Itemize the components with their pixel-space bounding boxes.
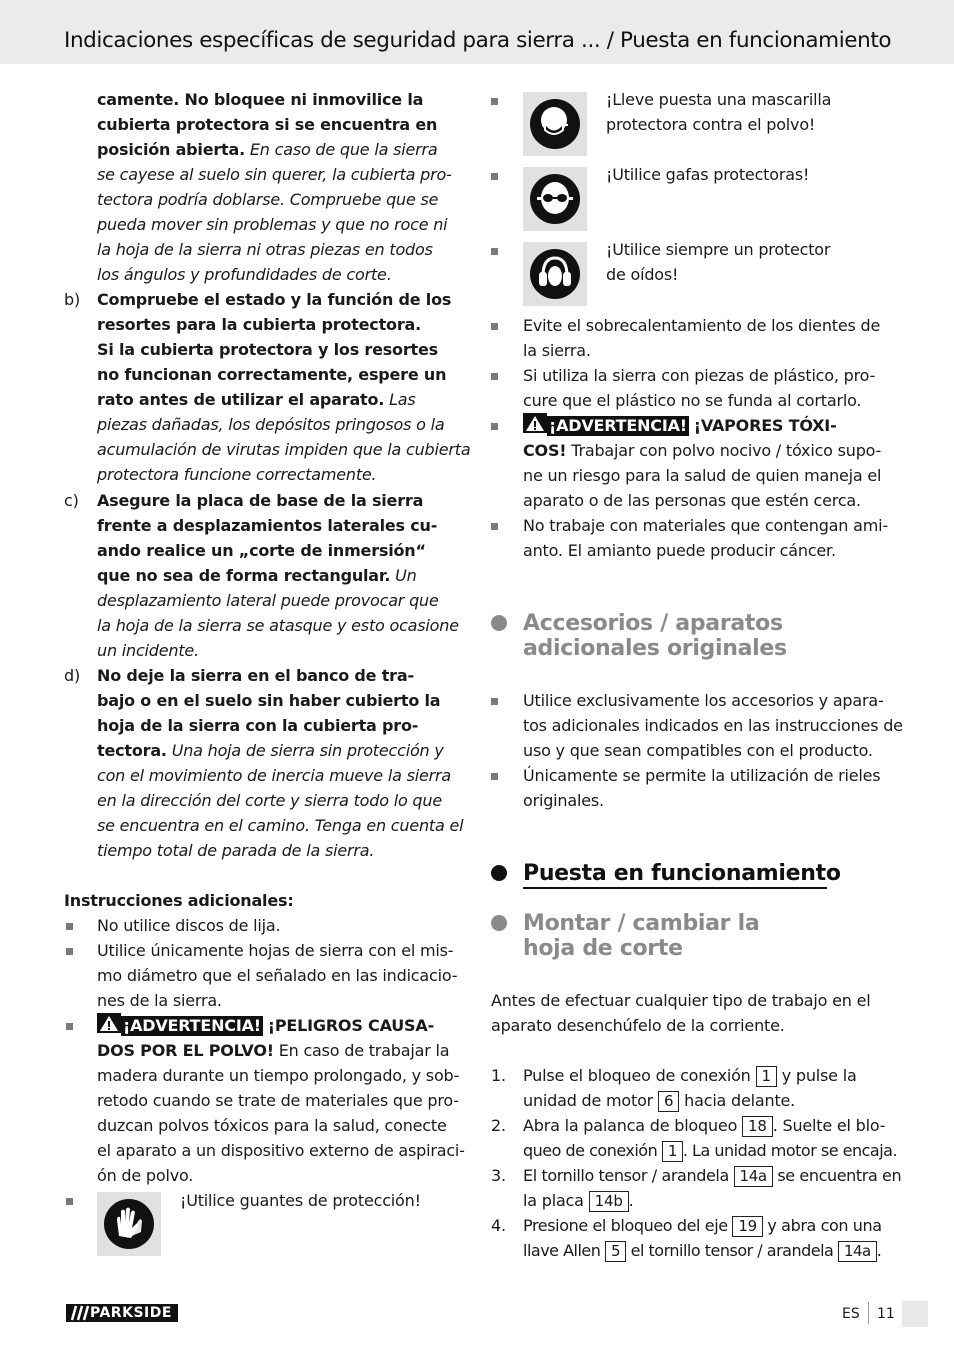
goggles-icon [523, 167, 587, 231]
bullet-square [491, 248, 498, 255]
text-line: madera durante un tiempo prolongado, y sob- [97, 1066, 460, 1085]
language-code: ES [842, 1306, 860, 1322]
text-line: COS! Trabajar con polvo nocivo / tóxico supo- [523, 441, 882, 460]
text-line: con el movimiento de inercia mueve la sierra [97, 766, 451, 785]
text-line: pueda mover sin problemas y que no roce ni [97, 215, 448, 234]
text-line: se cayese al suelo sin querer, la cubierta pro- [97, 165, 452, 184]
text-line: se encuentra en el camino. Tenga en cuenta el [97, 816, 464, 835]
section-heading-accessories: Accesorios / aparatos [523, 611, 783, 636]
text-line: acumulación de virutas impiden que la cubierta [97, 440, 471, 459]
text-line: Únicamente se permite la utilización de rieles [523, 766, 881, 785]
section-heading-blade-2: hoja de corte [523, 936, 683, 961]
text-line: Asegure la placa de base de la sierra [97, 491, 424, 510]
page-number: 11 [877, 1306, 895, 1322]
text-line: la hoja de la sierra ni otras piezas en todos [97, 240, 433, 259]
gloves-icon [97, 1192, 161, 1256]
reference-number: 1 [662, 1141, 683, 1162]
bullet-square [491, 373, 498, 380]
reference-number: 6 [658, 1091, 679, 1112]
text-line: cure que el plástico no se funda al cortarlo. [523, 391, 862, 410]
text-line: tiempo total de parada de la sierra. [97, 841, 375, 860]
text-line: desplazamiento lateral puede provocar que [97, 591, 439, 610]
bullet-square [491, 698, 498, 705]
text-line: ne un riesgo para la salud de quien maneja el [523, 466, 882, 485]
text-line: tectora podría doblarse. Compruebe que se [97, 190, 439, 209]
step-number: 3. [491, 1166, 506, 1185]
step-number: 1. [491, 1066, 506, 1085]
bullet-square [491, 98, 498, 105]
text-line: ando realice un „corte de inmersión“ [97, 541, 426, 560]
step-number: 4. [491, 1216, 506, 1235]
text-line: Antes de efectuar cualquier tipo de trabajo en el [491, 991, 871, 1010]
text-line: no funcionan correctamente, espere un [97, 365, 447, 384]
text-line: duzcan polvos tóxicos para la salud, conecte [97, 1116, 447, 1135]
text-line: Compruebe el estado y la función de los [97, 290, 452, 309]
step-line: El tornillo tensor / arandela 14a se encuentra en [523, 1166, 902, 1185]
text-line: retodo cuando se trate de materiales que pro- [97, 1091, 459, 1110]
text-line: tos adicionales indicados en las instrucciones de [523, 716, 903, 735]
heading-bullet [491, 865, 507, 881]
bullet-square [491, 423, 498, 430]
step-line: Pulse el bloqueo de conexión 1 y pulse la [523, 1066, 857, 1085]
text-line: en la dirección del corte y sierra todo lo que [97, 791, 442, 810]
text-line: No deje la sierra en el banco de tra- [97, 666, 414, 685]
text-line: protectora contra el polvo! [606, 115, 816, 134]
text-line: ¡Lleve puesta una mascarilla [606, 90, 832, 109]
text-line: aparato desenchúfelo de la corriente. [491, 1016, 785, 1035]
text-line: mo diámetro que el señalado en las indicacio- [97, 966, 458, 985]
heading-bullet [491, 615, 507, 631]
item-label: b) [64, 290, 80, 309]
item-label: d) [64, 666, 80, 685]
text-line: la sierra. [523, 341, 591, 360]
text-line: protectora funcione correctamente. [97, 465, 377, 484]
reference-number: 5 [605, 1241, 626, 1262]
text-line: Si la cubierta protectora y los resortes [97, 340, 438, 359]
text-line: ón de polvo. [97, 1166, 194, 1185]
warning-line: ¡ADVERTENCIA! ¡PELIGROS CAUSA- [97, 1013, 434, 1038]
reference-number: 14b [589, 1191, 629, 1212]
step-line: llave Allen 5 el tornillo tensor / arandela 14a . [523, 1241, 882, 1260]
reference-number: 14a [838, 1241, 877, 1262]
reference-number: 18 [742, 1116, 773, 1137]
warning-triangle-icon [523, 413, 547, 433]
section-subtitle: Instrucciones adicionales: [64, 891, 294, 910]
text-line: el aparato a un dispositivo externo de aspiraci- [97, 1141, 465, 1160]
reference-number: 1 [756, 1066, 777, 1087]
text-line: que no sea de forma rectangular. Un [97, 566, 417, 585]
bullet-square [491, 773, 498, 780]
step-line: unidad de motor 6 hacia delante. [523, 1091, 796, 1110]
text-line: DOS POR EL POLVO! En caso de trabajar la [97, 1041, 450, 1060]
text-line: anto. El amianto puede producir cáncer. [523, 541, 836, 560]
bullet-square [66, 1023, 73, 1030]
text-line: aparato o de las personas que estén cerca. [523, 491, 861, 510]
step-line: queo de conexión 1 . La unidad motor se encaja. [523, 1141, 898, 1160]
warning-badge: ¡ADVERTENCIA! [549, 416, 687, 435]
step-number: 2. [491, 1116, 506, 1135]
bullet-square [66, 1198, 73, 1205]
bullet-square [66, 948, 73, 955]
text-line: ¡Utilice guantes de protección! [180, 1191, 421, 1210]
warning-badge: ¡ADVERTENCIA! [123, 1016, 261, 1035]
section-heading-start: Puesta en funcionamiento [523, 861, 841, 886]
text-line: ¡Utilice siempre un protector [606, 240, 831, 259]
text-line: Evite el sobrecalentamiento de los dientes de [523, 316, 881, 335]
bullet-square [66, 923, 73, 930]
text-line: posición abierta. En caso de que la sierra [97, 140, 438, 159]
reference-number: 19 [732, 1216, 762, 1237]
text-line: No utilice discos de lija. [97, 916, 281, 935]
text-line: ¡Utilice gafas protectoras! [606, 165, 810, 184]
section-heading-blade: Montar / cambiar la [523, 911, 760, 936]
text-line: bajo o en el suelo sin haber cubierto la [97, 691, 441, 710]
warning-line: ¡ADVERTENCIA! ¡VAPORES TÓXI- [523, 413, 837, 438]
reference-number: 14a [734, 1166, 773, 1187]
bullet-square [491, 523, 498, 530]
parkside-logo: PARKSIDE [66, 1304, 178, 1322]
text-line: piezas dañadas, los depósitos pringosos o la [97, 415, 445, 434]
text-line: los ángulos y profundidades de corte. [97, 265, 392, 284]
bullet-square [491, 323, 498, 330]
heading-underline [523, 887, 827, 889]
item-label: c) [64, 491, 79, 510]
text-line: nes de la sierra. [97, 991, 222, 1010]
header-bar [0, 0, 954, 64]
step-line: Abra la palanca de bloqueo 18 . Suelte el blo- [523, 1116, 886, 1135]
text-line: cubierta protectora si se encuentra en [97, 115, 438, 134]
heading-bullet [491, 915, 507, 931]
text-line: tectora. Una hoja de sierra sin protección y [97, 741, 444, 760]
text-line: un incidente. [97, 641, 199, 660]
section-heading-accessories-2: adicionales originales [523, 636, 787, 661]
page-title: Indicaciones específicas de seguridad para sierra ... / Puesta en funcionamiento [64, 28, 892, 53]
text-line: originales. [523, 791, 604, 810]
footer-divider [868, 1302, 869, 1324]
text-line: camente. No bloquee ni inmovilice la [97, 90, 424, 109]
step-line: la placa 14b . [523, 1191, 634, 1210]
text-line: No trabaje con materiales que contengan ami- [523, 516, 888, 535]
text-line: frente a desplazamientos laterales cu- [97, 516, 438, 535]
bullet-square [491, 173, 498, 180]
page-corner-box [902, 1301, 928, 1327]
text-line: Utilice únicamente hojas de sierra con el mis- [97, 941, 454, 960]
text-line: de oídos! [606, 265, 679, 284]
step-line: Presione el bloqueo del eje 19 y abra con una [523, 1216, 882, 1235]
text-line: hoja de la sierra con la cubierta pro- [97, 716, 419, 735]
text-line: resortes para la cubierta protectora. [97, 315, 421, 334]
text-line: Utilice exclusivamente los accesorios y apara- [523, 691, 884, 710]
text-line: Si utiliza la sierra con piezas de plástico, pro- [523, 366, 876, 385]
ear-protection-icon [523, 242, 587, 306]
dust-mask-icon [523, 92, 587, 156]
warning-triangle-icon [97, 1013, 121, 1033]
text-line: rato antes de utilizar el aparato. Las [97, 390, 416, 409]
text-line: la hoja de la sierra se atasque y esto ocasione [97, 616, 459, 635]
text-line: uso y que sean compatibles con el producto. [523, 741, 873, 760]
